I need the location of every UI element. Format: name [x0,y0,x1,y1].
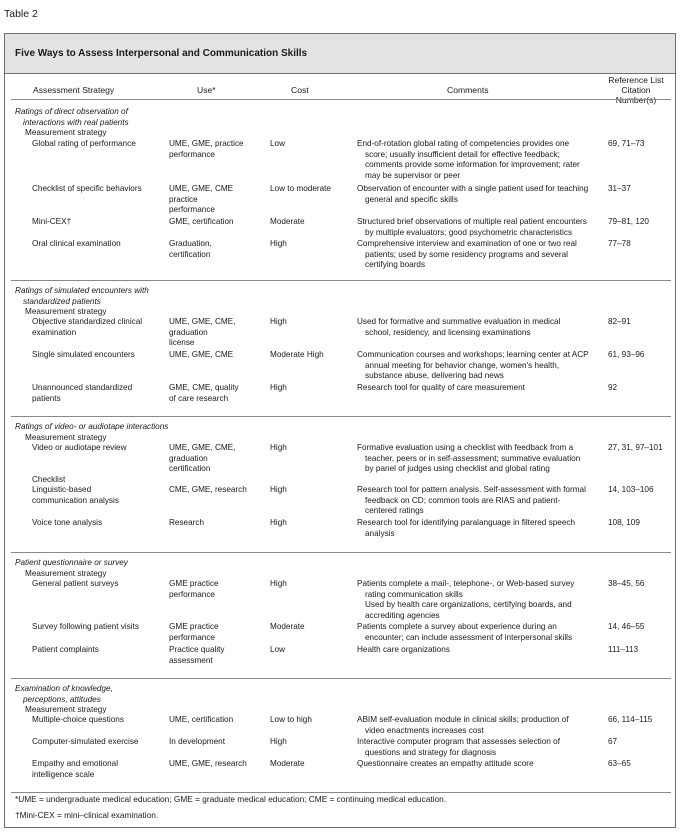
cell-refs: 111–113 [608,645,639,654]
cell-comments: Research tool for identifying paralanguage in filtered speech [357,518,576,527]
cell-cost: Low to high [270,715,312,724]
cell-strategy: Computer-simulated exercise [32,737,139,746]
cell-comments: feedback on CD; common tools are RIAS and patient- [365,495,561,505]
cell-use: UME, GME, CME, [169,317,236,326]
header-assessment-strategy: Assessment Strategy [33,85,115,95]
section-subheading: Measurement strategy [25,307,107,317]
cell-strategy: Checklist of specific behaviors [32,184,142,193]
cell-comments: Questionnaire creates an empathy attitude score [357,759,534,768]
table-frame [4,33,676,828]
cell-cost: Moderate [270,622,305,631]
header-reference-list [601,75,671,105]
cell-strategy: Unannounced standardized [32,383,133,392]
cell-use: Research [169,518,205,527]
cell-comments: centered ratings [365,506,424,516]
cell-cost: High [270,737,287,746]
cell-strategy: Voice tone analysis [32,518,103,527]
cell-use: performance [169,149,215,159]
cell-comments: Interactive computer program that assesses selection of [357,737,560,746]
section-subheading: Measurement strategy [25,568,107,578]
cell-refs: 27, 31, 97–101 [608,443,663,452]
cell-comments: Comprehensive interview and examination of one or two real [357,239,577,248]
cell-strategy: Empathy and emotional [32,759,119,768]
cell-use: UME, GME, CME [169,184,234,193]
cell-cost: High [270,579,287,588]
cell-comments: substance abuse, delivering bad news [365,371,504,381]
cell-comments: ABIM self-evaluation module in clinical skills; production of [357,715,569,724]
cell-comments: may be supervisor or peer [365,170,461,180]
section-title: Patient questionnaire or survey [15,558,128,567]
cell-use: Graduation, [169,239,212,248]
cell-use: performance [169,589,215,599]
cell-comments: accrediting agencies [365,610,440,620]
cell-cost: Moderate [270,759,305,768]
section-subheading: Measurement strategy [25,705,107,715]
cell-use: UME, GME, CME [169,350,234,359]
cell-comments: by multiple evaluators; good psychometric characteristics [365,227,573,237]
cell-strategy: Checklist [32,474,66,484]
cell-cost: High [270,485,287,494]
cell-comments: encounter; can include assessment of interpersonal skills [365,632,573,642]
section-title: Ratings of direct observation of [15,107,128,116]
cell-use: performance [169,632,215,642]
section-subheading: Measurement strategy [25,128,107,138]
cell-comments: Health care organizations [357,645,450,654]
cell-refs: 31–37 [608,184,631,193]
cell-comments: annual meeting for behavior change, women's health, [365,360,560,370]
cell-use: GME practice [169,579,219,588]
cell-cost: High [270,239,287,248]
cell-comments: Used for formative and summative evaluation in medical [357,317,561,326]
section-rule [11,416,671,417]
cell-use: performance [169,205,215,215]
cell-cost: High [270,443,287,452]
cell-comments: Research tool for quality of care measurement [357,383,525,392]
cell-cost: High [270,317,287,326]
cell-strategy: Multiple-choice questions [32,715,124,724]
cell-use: UME, certification [169,715,234,724]
footnote-abbreviations: *UME = undergraduate medical education; GME = graduate medical education; CME = continuing medical education. [15,794,446,804]
section-title: Ratings of video- or audiotape interactions [15,422,169,431]
header-rule [11,99,671,100]
cell-refs: 92 [608,383,618,392]
cell-strategy: intelligence scale [32,769,95,779]
section-subheading: Measurement strategy [25,432,107,442]
cell-comments: patients; used by some residency programs and several [365,249,568,259]
header-cost: Cost [291,85,309,95]
cell-comments: score; usually insufficient detail for effective feedback; [365,149,560,159]
cell-comments: certifying boards [365,260,426,270]
cell-strategy: Global rating of performance [32,139,136,148]
cell-refs: 67 [608,737,618,746]
cell-use: graduation [169,327,208,337]
cell-refs: 108, 109 [608,518,640,527]
cell-refs: 82–91 [608,317,631,326]
cell-comments: Used by health care organizations, certifying boards, and [365,600,572,610]
cell-comments: Structured brief observations of multiple real patient encounters [357,217,587,226]
cell-comments: Observation of encounter with a single patient used for teaching [357,184,589,193]
table-title: Five Ways to Assess Interpersonal and Communication Skills [15,48,308,59]
header-reference-line2: Citation Number(s) [615,85,657,105]
header-reference-line1: Reference List [608,75,664,85]
cell-comments: comments provide some information for improvement; rater [365,160,580,170]
cell-refs: 77–78 [608,239,631,248]
cell-comments: rating communication skills [365,589,463,599]
section-title: Ratings of simulated encounters with [15,286,149,295]
cell-comments: analysis [365,528,395,538]
cell-strategy: Single simulated encounters [32,350,135,359]
footer-rule [11,792,671,793]
cell-use: GME practice [169,622,219,631]
cell-strategy: Video or audiotape review [32,443,127,452]
cell-use: UME, GME, practice [169,139,244,148]
section-title: perceptions, attitudes [23,694,101,704]
table-title-bar [5,34,675,74]
cell-use: license [169,338,195,348]
cell-comments: video enactments increases cost [365,725,484,735]
cell-cost: Moderate [270,217,305,226]
section-title: Examination of knowledge, [15,684,113,693]
cell-strategy: Linguistic-based [32,485,92,494]
cell-refs: 79–81, 120 [608,217,649,226]
cell-use: certification [169,249,211,259]
cell-use: of care research [169,393,229,403]
cell-cost: Low [270,139,286,148]
cell-refs: 66, 114–115 [608,715,653,724]
cell-cost: High [270,518,287,527]
section-title: standardized patients [23,296,101,306]
cell-strategy: Patient complaints [32,645,99,654]
cell-strategy: examination [32,327,77,337]
section-rule [11,280,671,281]
cell-use: Practice quality [169,645,225,654]
footnote-mini-cex: †Mini-CEX = mini–clinical examination. [15,810,159,820]
cell-refs: 61, 93–96 [608,350,645,359]
cell-refs: 63–65 [608,759,631,768]
cell-comments: general and specific skills [365,194,458,204]
cell-use: In development [169,737,225,746]
cell-strategy: patients [32,393,61,403]
cell-use: assessment [169,655,213,665]
cell-comments: Patients complete a mail-, telephone-, or Web-based survey [357,579,575,588]
section-rule [11,552,671,553]
cell-use: graduation [169,453,208,463]
cell-comments: Patients complete a survey about experience during an [357,622,557,631]
cell-refs: 14, 103–106 [608,485,654,494]
cell-cost: High [270,383,287,392]
header-use: Use* [197,85,216,95]
cell-strategy: Survey following patient visits [32,622,139,631]
cell-refs: 69, 71–73 [608,139,645,148]
cell-cost: Moderate High [270,350,324,359]
cell-comments: Communication courses and workshops; learning center at ACP [357,350,589,359]
header-comments: Comments [447,85,489,95]
cell-strategy: communication analysis [32,495,119,505]
cell-strategy: Objective standardized clinical [32,317,143,326]
cell-comments: questions and strategy for diagnosis [365,747,497,757]
cell-use: GME, CME, quality [169,383,239,392]
cell-strategy: General patient surveys [32,579,119,588]
cell-refs: 14, 46–55 [608,622,645,631]
cell-use: GME, certification [169,217,234,226]
cell-cost: Low [270,645,286,654]
cell-comments: by panel of judges using checklist and global rating [365,464,550,474]
cell-comments: End-of-rotation global rating of competencies provides one [357,139,570,148]
cell-use: certification [169,464,211,474]
cell-use: CME, GME, research [169,485,247,494]
cell-strategy: Oral clinical examination [32,239,121,248]
cell-use: UME, GME, research [169,759,247,768]
section-title: interactions with real patients [23,117,129,127]
section-rule [11,678,671,679]
cell-comments: Formative evaluation using a checklist with feedback from a [357,443,574,452]
cell-use: UME, GME, CME, [169,443,236,452]
cell-use: practice [169,194,198,204]
cell-comments: school, residency, and licensing examinations [365,327,531,337]
cell-strategy: Mini-CEX† [32,217,72,226]
table-label: Table 2 [4,8,38,20]
cell-comments: Research tool for pattern analysis. Self-assessment with formal [357,485,586,494]
cell-refs: 38–45, 56 [608,579,645,588]
cell-comments: teacher, peers or in self-assessment; summative evaluation [365,453,581,463]
cell-cost: Low to moderate [270,184,331,193]
